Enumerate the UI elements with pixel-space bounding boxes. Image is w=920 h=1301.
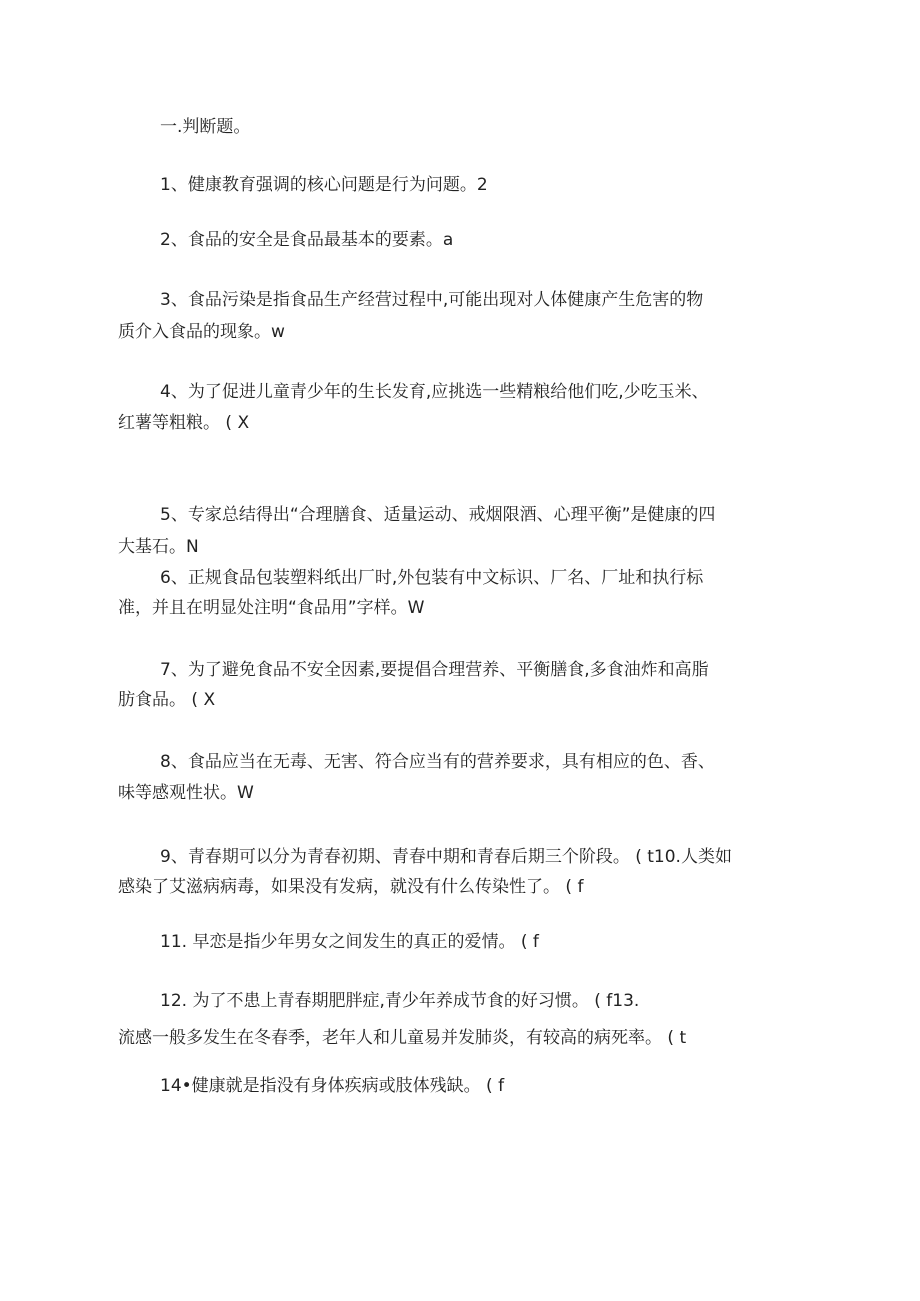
question-3-line-2: 质介入食品的现象。w xyxy=(118,322,285,342)
section-heading: 一.判断题。 xyxy=(160,117,251,137)
question-5-line-1: 5、专家总结得出“合理膳食、适量运动、戒烟限酒、心理平衡”是健康的四 xyxy=(160,505,716,525)
question-8-line-1: 8、食品应当在无毒、无害、符合应当有的营养要求，具有相应的色、香、 xyxy=(160,752,715,772)
question-12-line-1: 12. 为了不患上青春期肥胖症,青少年养成节食的好习惯。 ( f13. xyxy=(160,991,640,1011)
question-3-line-1: 3、食品污染是指食品生产经营过程中,可能出现对人体健康产生危害的物 xyxy=(160,290,704,310)
question-4-line-1: 4、为了促进儿童青少年的生长发育,应挑选一些精粮给他们吃,少吃玉米、 xyxy=(160,382,709,402)
question-4-line-2: 红薯等粗粮。 ( X xyxy=(118,413,250,433)
question-12-line-2: 流感一般多发生在冬春季，老年人和儿童易并发肺炎，有较高的病死率。 ( t xyxy=(118,1028,687,1048)
question-6-line-1: 6、正规食品包装塑料纸出厂时,外包装有中文标识、厂名、厂址和执行标 xyxy=(160,568,704,588)
question-7-line-2: 肪食品。 ( X xyxy=(118,690,216,710)
question-8-line-2: 味等感观性状。W xyxy=(118,783,254,803)
question-2: 2、食品的安全是食品最基本的要素。a xyxy=(160,230,454,250)
question-11: 11. 早恋是指少年男女之间发生的真正的爱情。 ( f xyxy=(160,932,539,952)
question-14: 14•健康就是指没有身体疾病或肢体残缺。 ( f xyxy=(160,1076,505,1096)
question-9-line-1: 9、青春期可以分为青春初期、青春中期和青春后期三个阶段。 ( t10.人类如 xyxy=(160,847,732,867)
question-5-line-2: 大基石。N xyxy=(118,537,199,557)
question-1: 1、健康教育强调的核心问题是行为问题。2 xyxy=(160,175,488,195)
question-9-line-2: 感染了艾滋病病毒，如果没有发病，就没有什么传染性了。 ( f xyxy=(118,877,584,897)
question-7-line-1: 7、为了避免食品不安全因素,要提倡合理营养、平衡膳食,多食油炸和高脂 xyxy=(160,660,709,680)
question-6-line-2: 准，并且在明显处注明“食品用”字样。W xyxy=(118,598,425,618)
